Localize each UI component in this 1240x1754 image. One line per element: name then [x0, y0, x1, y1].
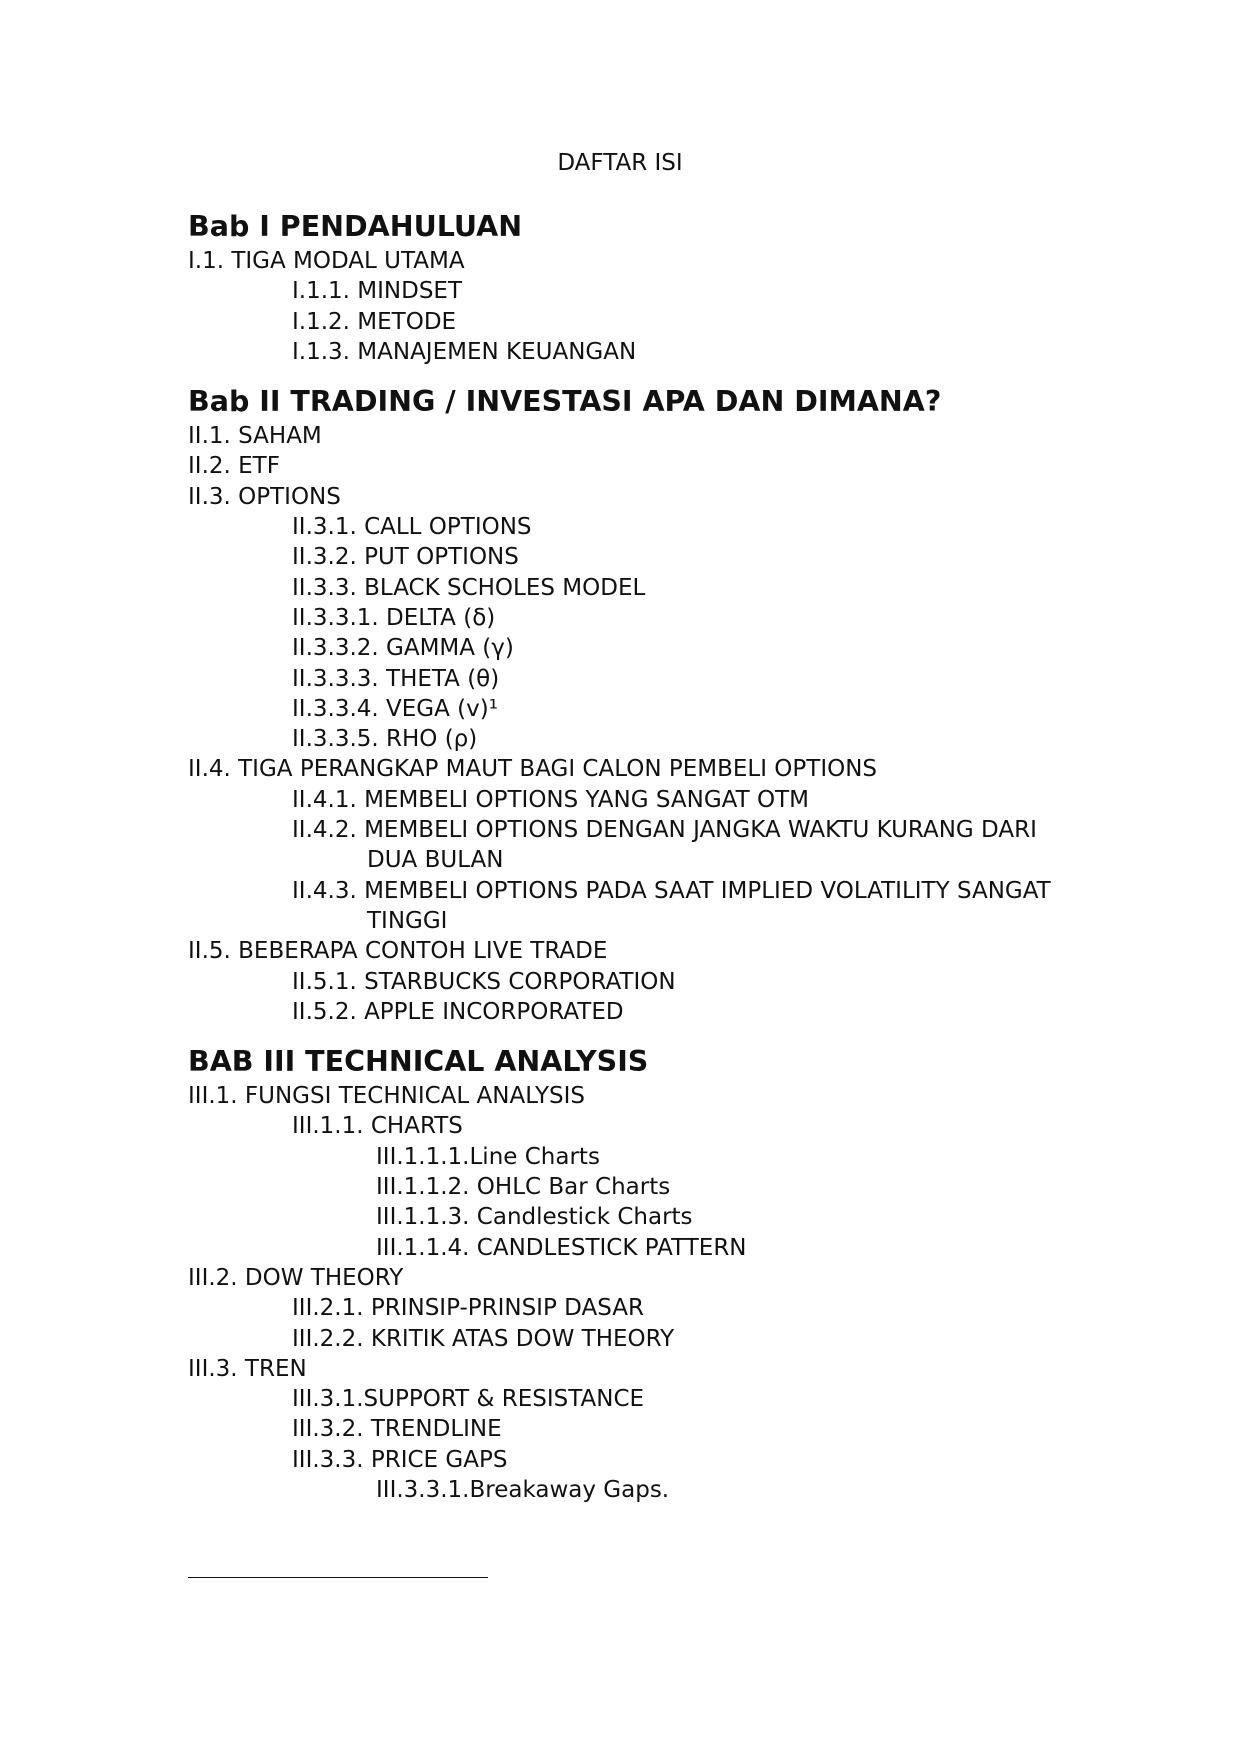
toc-entry: III.3.1.SUPPORT & RESISTANCE	[292, 1386, 645, 1413]
toc-entry: II.3.3.1. DELTA (δ)	[292, 604, 496, 631]
toc-entry: I.1.1. MINDSET	[292, 278, 463, 305]
toc-entry: II.3.3.3. THETA (θ)	[292, 665, 500, 692]
chapter-section	[188, 1043, 1088, 1505]
toc-entry: I.1.2. METODE	[292, 308, 457, 335]
toc-entry: II.5.1. STARBUCKS CORPORATION	[292, 968, 676, 995]
toc-entry: II.3.3.5. RHO (ρ)	[292, 726, 478, 753]
chapter-heading: Bab I PENDAHULUAN	[188, 210, 523, 243]
chapter-section	[188, 383, 1088, 1027]
toc-entry: III.1.1.1.Line Charts	[376, 1143, 600, 1170]
toc-entry: II.3. OPTIONS	[188, 483, 341, 510]
toc-entry: II.3.3. BLACK SCHOLES MODEL	[292, 574, 646, 601]
toc-entry: III.3.2. TRENDLINE	[292, 1416, 502, 1443]
toc-entry: II.4.3. MEMBELI OPTIONS PADA SAAT IMPLIED VOLATILITY SANGAT TINGGI	[292, 877, 1051, 934]
toc-entry: III.2.2. KRITIK ATAS DOW THEORY	[292, 1325, 675, 1352]
toc-entry: II.3.2. PUT OPTIONS	[292, 544, 519, 571]
toc-entry: III.1.1. CHARTS	[292, 1113, 463, 1140]
toc-entry: III.3. TREN	[188, 1355, 307, 1382]
toc-entry: II.5.2. APPLE INCORPORATED	[292, 998, 624, 1025]
toc-entry: II.4.1. MEMBELI OPTIONS YANG SANGAT OTM	[292, 786, 809, 813]
chapter-heading: BAB III TECHNICAL ANALYSIS	[188, 1045, 649, 1079]
chapter-heading: Bab II TRADING / INVESTASI APA DAN DIMANA?	[188, 385, 942, 419]
toc-entry: III.1.1.4. CANDLESTICK PATTERN	[376, 1234, 747, 1261]
toc-entry: II.5. BEBERAPA CONTOH LIVE TRADE	[188, 938, 608, 965]
toc-entry: III.2. DOW THEORY	[188, 1264, 404, 1291]
toc-entry: I.1. TIGA MODAL UTAMA	[188, 248, 465, 274]
toc-entry: II.1. SAHAM	[188, 423, 322, 450]
toc-entry: III.3.3. PRICE GAPS	[292, 1446, 508, 1473]
toc-entry: I.1.3. MANAJEMEN KEUANGAN	[292, 338, 637, 365]
toc-entry: III.1.1.3. Candlestick Charts	[376, 1204, 693, 1231]
toc-entry: III.1. FUNGSI TECHNICAL ANALYSIS	[188, 1083, 586, 1110]
toc-entry: II.3.3.2. GAMMA (γ)	[292, 635, 514, 662]
toc-entry: II.4.2. MEMBELI OPTIONS DENGAN JANGKA WAKTU KURANG DARI DUA BULAN	[292, 817, 1037, 874]
page-title: DAFTAR ISI	[557, 150, 683, 176]
toc-entry: II.2. ETF	[188, 453, 280, 480]
toc-entry: III.1.1.2. OHLC Bar Charts	[376, 1174, 671, 1201]
toc-entry: III.3.3.1.Breakaway Gaps.	[376, 1476, 670, 1503]
table-of-contents	[188, 208, 1088, 1521]
footnote-separator	[188, 1577, 488, 1578]
toc-entry: III.2.1. PRINSIP-PRINSIP DASAR	[292, 1295, 644, 1322]
toc-entry: II.4. TIGA PERANGKAP MAUT BAGI CALON PEMBELI OPTIONS	[188, 756, 878, 783]
toc-entry: II.3.1. CALL OPTIONS	[292, 514, 532, 541]
toc-entry: II.3.3.4. VEGA (v)¹	[292, 695, 498, 722]
chapter-section	[188, 208, 1088, 367]
